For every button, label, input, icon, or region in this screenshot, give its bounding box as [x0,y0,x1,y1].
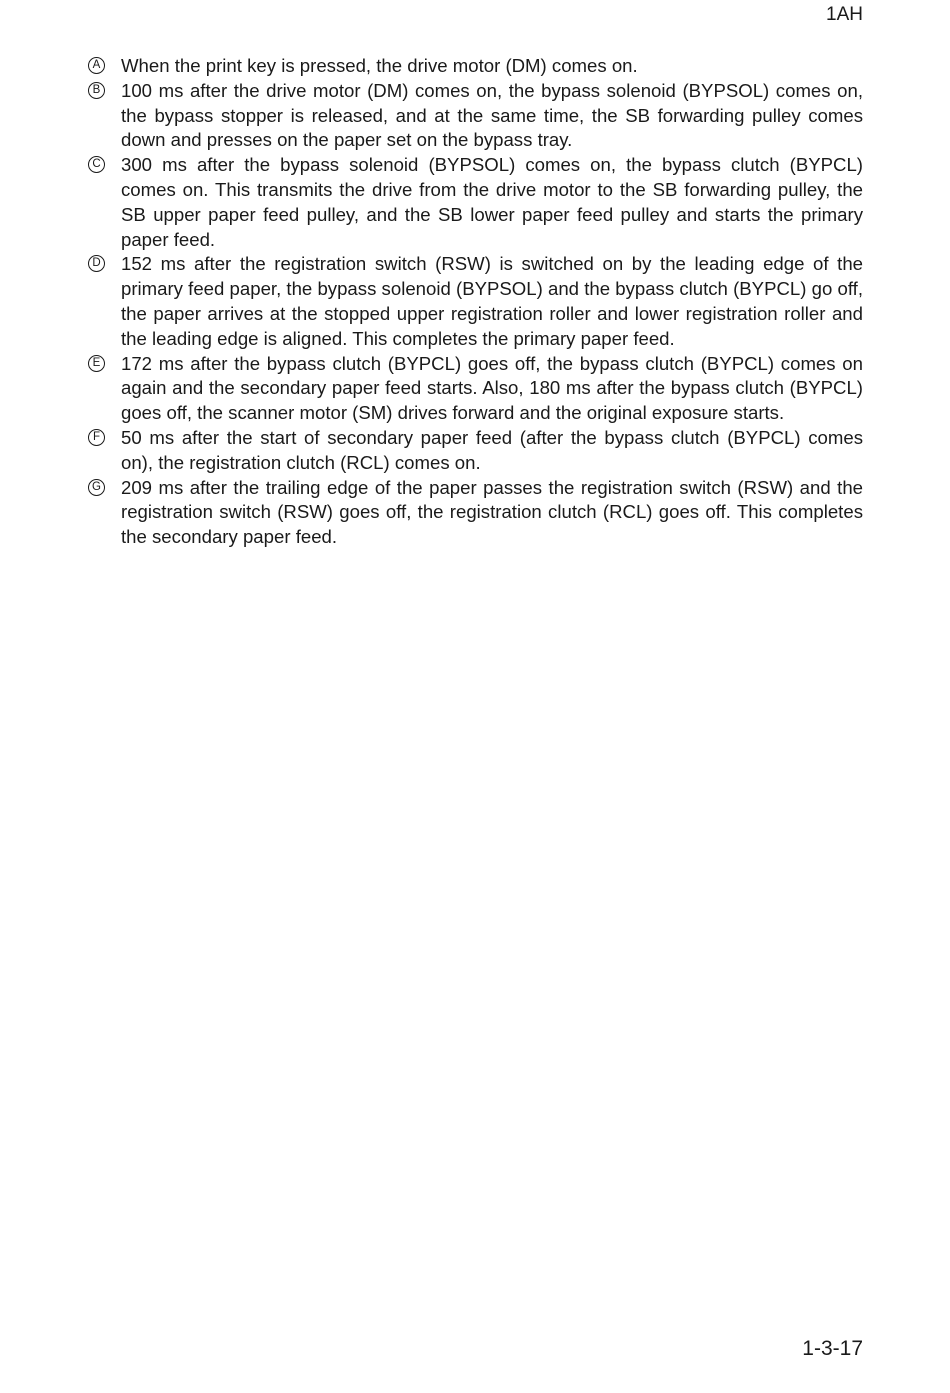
step-item-f [88,426,863,476]
step-marker-a: A [88,57,105,74]
page-number: 1-3-17 [802,1337,863,1360]
step-item-a [88,54,863,79]
step-item-e [88,352,863,426]
page-code: 1AH [826,4,863,25]
step-text-d: 152 ms after the registration switch (RSW) is switched on by the leading edge of the primary feed paper, the bypass solenoid (BYPSOL) and the bypass clutch (BYPCL) go off, the paper arrives at the stopped upper registration roller and lower registration roller and the leading edge is aligned. This completes the primary paper feed. [121,253,863,349]
step-text-c: 300 ms after the bypass solenoid (BYPSOL) comes on, the bypass clutch (BYPCL) comes on. This transmits the drive from the drive motor to the SB forwarding pulley, the SB upper paper feed pulley, and the SB lower paper feed pulley and starts the primary paper feed. [121,154,863,250]
step-marker-b: B [88,82,105,99]
step-text-f: 50 ms after the start of secondary paper feed (after the bypass clutch (BYPCL) comes on), the registration clutch (RCL) comes on. [121,426,863,473]
step-marker-f: F [88,429,105,446]
step-marker-d: D [88,255,105,272]
step-marker-c: C [88,156,105,173]
step-list [88,54,863,550]
step-item-d [88,252,863,351]
step-text-g: 209 ms after the trailing edge of the paper passes the registration switch (RSW) and the registration switch (RSW) goes off, the registration clutch (RCL) goes off. This completes the secondary paper feed. [121,476,863,548]
step-text-b: 100 ms after the drive motor (DM) comes on, the bypass solenoid (BYPSOL) comes on, the bypass stopper is released, and at the same time, the SB forwarding pulley comes down and presses on the paper set on the bypass tray. [121,79,863,151]
step-text-a: When the print key is pressed, the drive motor (DM) comes on. [121,55,638,76]
step-marker-e: E [88,355,105,372]
step-marker-g: G [88,479,105,496]
step-text-e: 172 ms after the bypass clutch (BYPCL) goes off, the bypass clutch (BYPCL) comes on again and the secondary paper feed starts. Also, 180 ms after the bypass clutch (BYPCL) goes off, the scanner motor (SM) drives forward and the original exposure starts. [121,352,863,424]
step-item-c [88,153,863,252]
step-item-b [88,79,863,153]
step-item-g [88,476,863,550]
